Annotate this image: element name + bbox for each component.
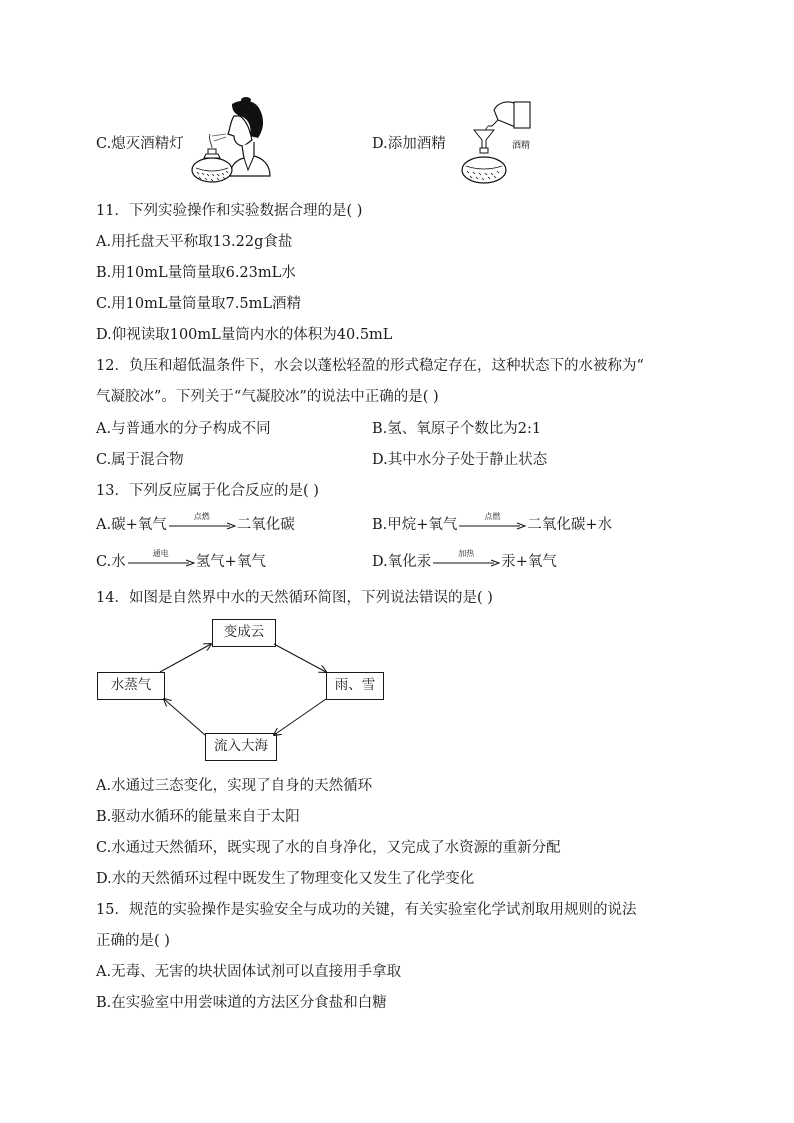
q13-a-condition: 点燃 — [193, 512, 210, 521]
q13-c-reactants: C.水 — [96, 554, 126, 570]
q10-option-d[interactable]: D.添加酒精 — [372, 136, 446, 152]
arrow-sea-to-vapor — [164, 699, 205, 735]
q15-option-b[interactable]: B.在实验室中用尝味道的方法区分食盐和白糖 — [96, 995, 387, 1011]
q13-d-condition: 加热 — [458, 549, 475, 558]
q12-option-d[interactable]: D.其中水分子处于静止状态 — [372, 452, 548, 468]
q13-b-condition: 点燃 — [484, 512, 501, 521]
arrow-rain-to-sea — [274, 699, 326, 735]
q13-d-reactants: D.氧化汞 — [372, 554, 432, 570]
q12-stem-line2: 气凝胶冰”。下列关于“气凝胶冰”的说法中正确的是( ) — [96, 389, 439, 405]
alcohol-bottle-label: 酒精 — [512, 141, 531, 151]
q13-a-reactants: A.碳+氧气 — [96, 517, 167, 533]
q13-d-products: 汞+氧气 — [501, 554, 557, 570]
q13-c-products: 氢气+氧气 — [195, 554, 266, 570]
q13-stem: 13．下列反应属于化合反应的是( ) — [96, 483, 319, 499]
q14-stem: 14．如图是自然界中水的天然循环简图，下列说法错误的是( ) — [96, 590, 493, 606]
diagram-box-water-vapor: 水蒸气 — [97, 672, 165, 700]
q13-b-reactants: B.甲烷+氧气 — [372, 517, 458, 533]
q12-option-a[interactable]: A.与普通水的分子构成不同 — [96, 421, 271, 437]
q11-stem: 11．下列实验操作和实验数据合理的是( ) — [96, 203, 363, 219]
q12-option-b[interactable]: B.氢、氧原子个数比为2:1 — [372, 421, 542, 437]
q11-option-d[interactable]: D.仰视读取100mL量筒内水的体积为40.5mL — [96, 327, 393, 343]
q12-option-c[interactable]: C.属于混合物 — [96, 452, 184, 468]
q14-option-a[interactable]: A.水通过三态变化，实现了自身的天然循环 — [96, 778, 373, 794]
arrow-cloud-to-rain — [274, 644, 326, 672]
q15-stem-line1: 15．规范的实验操作是实验安全与成功的关键，有关实验室化学试剂取用规则的说法 — [96, 902, 637, 918]
q15-option-a[interactable]: A.无毒、无害的块状固体试剂可以直接用手拿取 — [96, 964, 402, 980]
q13-c-condition: 通电 — [152, 549, 169, 558]
q11-option-a[interactable]: A.用托盘天平称取13.22g食盐 — [96, 234, 293, 250]
q11-option-b[interactable]: B.用10mL量筒量取6.23mL水 — [96, 265, 296, 281]
q14-option-c[interactable]: C.水通过天然循环，既实现了水的自身净化，又完成了水资源的重新分配 — [96, 840, 561, 856]
q14-option-b[interactable]: B.驱动水循环的能量来自于太阳 — [96, 809, 300, 825]
q14-option-d[interactable]: D.水的天然循环过程中既发生了物理变化又发生了化学变化 — [96, 871, 475, 887]
q15-stem-line2: 正确的是( ) — [96, 933, 170, 949]
q13-b-products: 二氧化碳+水 — [527, 517, 613, 533]
q11-option-c[interactable]: C.用10mL量筒量取7.5mL酒精 — [96, 296, 301, 312]
diagram-box-cloud: 变成云 — [212, 619, 276, 647]
arrow-vapor-to-cloud — [160, 644, 211, 672]
q13-a-products: 二氧化碳 — [236, 517, 295, 533]
q10-option-c[interactable]: C.熄灭酒精灯 — [96, 136, 184, 152]
q12-stem-line1: 12．负压和超低温条件下，水会以蓬松轻盈的形式稳定存在，这种状态下的水被称为“ — [96, 358, 644, 374]
diagram-box-sea: 流入大海 — [205, 733, 277, 761]
diagram-box-rain-snow: 雨、雪 — [326, 672, 384, 700]
